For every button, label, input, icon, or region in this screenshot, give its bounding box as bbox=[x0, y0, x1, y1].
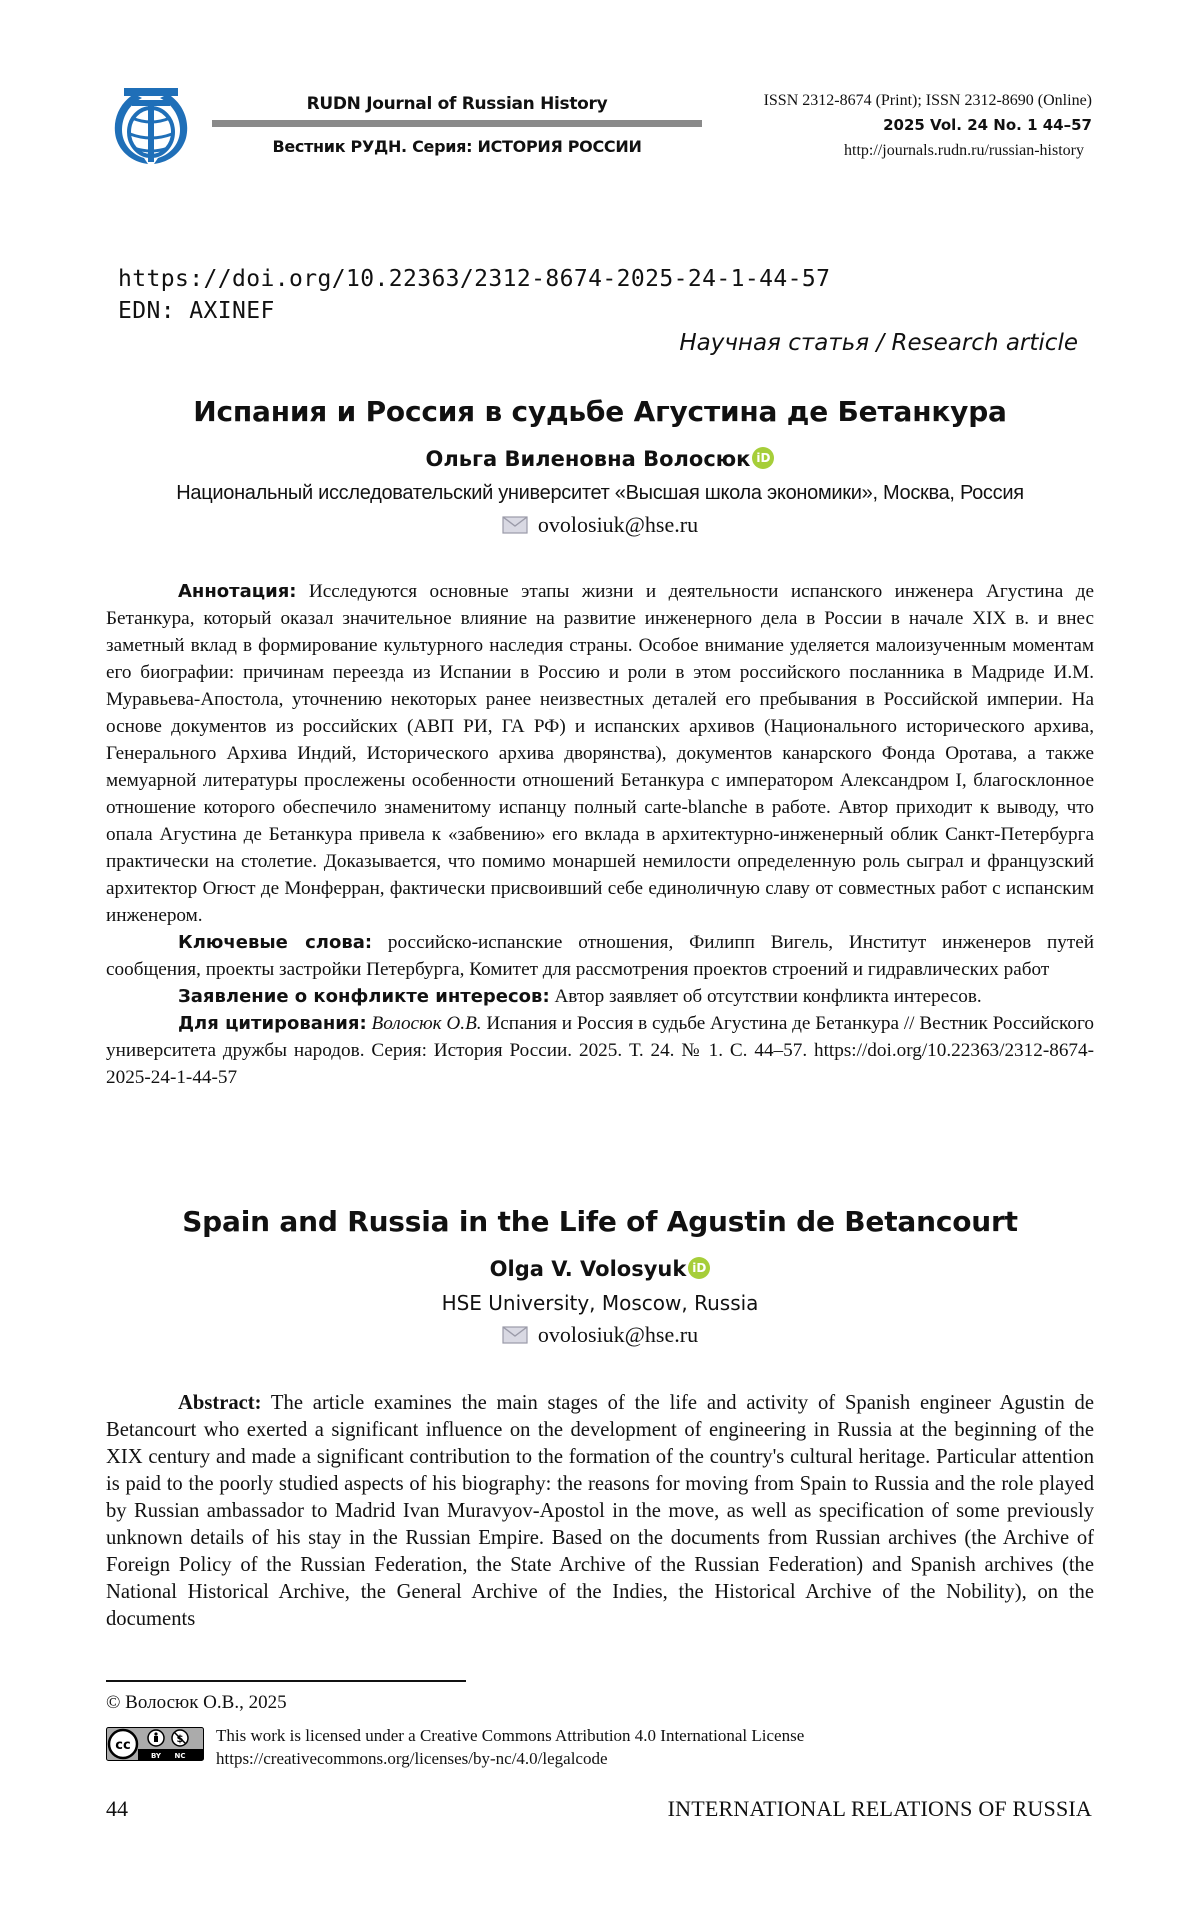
author-en bbox=[108, 1257, 1092, 1281]
orcid-icon[interactable]: iD bbox=[688, 1257, 710, 1279]
journal-title-en: RUDN Journal of Russian History bbox=[212, 94, 702, 114]
envelope-icon bbox=[502, 1326, 528, 1344]
email-text-ru: ovolosiuk@hse.ru bbox=[538, 512, 698, 537]
citation-label-ru: Для цитирования: bbox=[178, 1013, 367, 1034]
author-ru bbox=[108, 447, 1092, 471]
rudn-logo bbox=[108, 88, 194, 168]
keywords-text-ru: российско-испанские отношения, Филипп Вигель, Институт инженеров путей сообщения, проекты застройки Петербурга, Комитет для рассмотрения проектов строений и гидравлических работ bbox=[106, 932, 1094, 980]
issn: ISSN 2312-8674 (Print); ISSN 2312-8690 (Online) bbox=[764, 92, 1092, 110]
conflict-label-ru: Заявление о конфликте интересов: bbox=[178, 986, 550, 1007]
by-icon-label: BY bbox=[151, 1752, 162, 1760]
envelope-icon bbox=[502, 516, 528, 534]
abstract-ru bbox=[106, 578, 1094, 1091]
email-ru[interactable] bbox=[108, 512, 1092, 538]
title-ru: Испания и Россия в судьбе Агустина де Бетанкура bbox=[108, 395, 1092, 428]
citation-author-ru: Волосюк О.В. bbox=[367, 1013, 482, 1034]
title-en: Spain and Russia in the Life of Agustin de Betancourt bbox=[108, 1205, 1092, 1238]
copyright: © Волосюк О.В., 2025 bbox=[106, 1692, 287, 1714]
edn: EDN: AXINEF bbox=[118, 298, 275, 324]
abstract-paragraph-ru bbox=[106, 578, 1094, 929]
article-type: Научная статья / Research article bbox=[679, 330, 1078, 356]
footnote-rule bbox=[106, 1680, 466, 1682]
header-rule bbox=[212, 120, 702, 127]
doi-link[interactable]: https://doi.org/10.22363/2312-8674-2025-24-1-44-57 bbox=[118, 266, 830, 292]
abstract-text-en: The article examines the main stages of the life and activity of Spanish engineer Agustin de Betancourt who exerted a significant influence on the development of engineering in Russia at the beginning of the XIX century and made a significant contribution to the formation of the country's cultural heritage. Particular attention is paid to the poorly studied aspects of his biography: the reasons for moving from Spain to Russia and the role played by Russian ambassador to Madrid Ivan Muravyov-Apostol in the move, as well as specification of some previously unknown details of his stay in the Russian Empire. Based on the documents from Russian archives (the Archive of Foreign Policy of the Russian Federation, the State Archive of the Russian Federation) and Spanish archives (the National Historical Archive, the General Archive of the Indies, the Historical Archive of the Nobility), on the documents bbox=[106, 1392, 1094, 1630]
cc-by-nc-license-icon[interactable] bbox=[106, 1727, 204, 1761]
author-name-en: Olga V. Volosyuk bbox=[490, 1257, 687, 1281]
orcid-icon[interactable]: iD bbox=[752, 447, 774, 469]
citation-text-ru: Испания и Россия в судьбе Агустина де Бетанкура // Вестник Российского университета дружбы народов. Серия: История России. 2025. Т. 24. № 1. С. 44–57. https://doi.org/10.22363/2312-8674-2025-24-1-44-57 bbox=[106, 1013, 1094, 1088]
running-title: INTERNATIONAL RELATIONS OF RUSSIA bbox=[668, 1796, 1092, 1822]
author-name-ru: Ольга Виленовна Волосюк bbox=[426, 447, 751, 471]
journal-title-ru: Вестник РУДН. Серия: ИСТОРИЯ РОССИИ bbox=[212, 137, 702, 156]
keywords-paragraph-ru bbox=[106, 929, 1094, 983]
abstract-label-ru: Аннотация: bbox=[178, 581, 296, 602]
conflict-text-ru: Автор заявляет об отсутствии конфликта интересов. bbox=[550, 986, 982, 1007]
email-text-en: ovolosiuk@hse.ru bbox=[538, 1322, 698, 1347]
conflict-paragraph-ru bbox=[106, 983, 1094, 1010]
affiliation-en: HSE University, Moscow, Russia bbox=[108, 1291, 1092, 1315]
keywords-label-ru: Ключевые слова: bbox=[178, 932, 372, 953]
license-url[interactable]: https://creativecommons.org/licenses/by-nc/4.0/legalcode bbox=[216, 1747, 804, 1770]
svg-text:$: $ bbox=[177, 1734, 184, 1745]
issue-info: 2025 Vol. 24 No. 1 44–57 bbox=[883, 116, 1092, 134]
citation-paragraph-ru bbox=[106, 1010, 1094, 1091]
journal-url[interactable]: http://journals.rudn.ru/russian-history bbox=[844, 142, 1084, 160]
email-en[interactable] bbox=[108, 1322, 1092, 1348]
license-notice bbox=[216, 1724, 804, 1770]
abstract-en bbox=[106, 1390, 1094, 1633]
nc-icon-label: NC bbox=[175, 1752, 186, 1760]
affiliation-ru: Национальный исследовательский университет «Высшая школа экономики», Москва, Россия bbox=[108, 482, 1092, 505]
abstract-text-ru: Исследуются основные этапы жизни и деятельности испанского инженера Агустина де Бетанкура, который оказал значительное влияние на развитие инженерного дела в России в начале XIX в. и внес заметный вклад в формирование культурного наследия страны. Особое внимание уделяется малоизученным моментам его биографии: причинам переезда из Испании в Россию и роли в этом российского посланника в Мадриде И.М. Муравьева-Апостола, уточнению некоторых ранее неизвестных деталей его пребывания в Российской империи. На основе документов из российских (АВП РИ, ГА РФ) и испанских архивов (Национального исторического архива, Генерального Архива Индий, Исторического архива дворянства), документов канарского Фонда Оротава, а также мемуарной литературы прослежены особенности отношений Бетанкура с императором Александром I, благосклонное отношение которого обеспечило знаменитому испанцу полный carte-blanche в работе. Автор приходит к выводу, что опала Агустина де Бетанкура привела к «забвению» его вклада в архитектурно-инженерный облик Санкт-Петербурга практически на столетие. Доказывается, что помимо монаршей немилости определенную роль сыграл и французский архитектор Огюст де Монферран, фактически присвоивший себе единоличную славу от совместных работ с испанским инженером. bbox=[106, 581, 1094, 926]
abstract-paragraph-en bbox=[106, 1390, 1094, 1633]
page-number: 44 bbox=[106, 1796, 128, 1822]
license-line: This work is licensed under a Creative Commons Attribution 4.0 International License bbox=[216, 1724, 804, 1747]
abstract-label-en: Abstract: bbox=[178, 1392, 262, 1414]
cc-icon-label: cc bbox=[115, 1738, 130, 1753]
